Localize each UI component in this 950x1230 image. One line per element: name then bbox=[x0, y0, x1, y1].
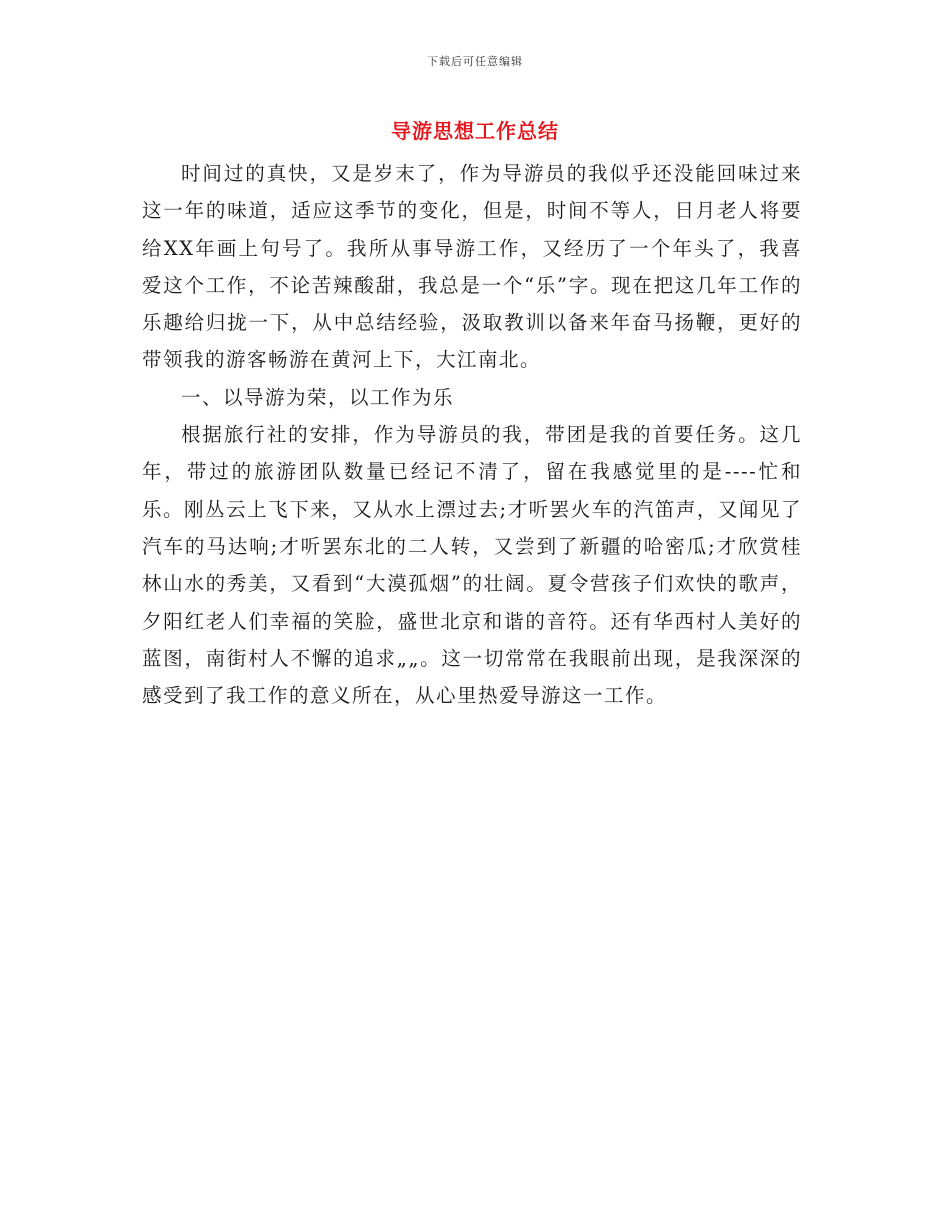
paragraph-intro: 时间过的真快，又是岁末了，作为导游员的我似乎还没能回味过来这一年的味道，适应这季节的变化，但是，时间不等人，日月老人将要给XX年画上句号了。我所从事导游工作，又经历了一个年头了，我喜爱这个工作，不论苦辣酸甜，我总是一个“乐”字。现在把这几年工作的乐趣给归拢一下，从中总结经验，汲取教训以备来年奋马扬鞭，更好的带领我的游客畅游在黄河上下，大江南北。 bbox=[142, 162, 802, 372]
document-title: 导游思想工作总结 bbox=[391, 119, 559, 143]
page-header-note: 下载后可任意编辑 bbox=[427, 55, 523, 68]
document-body bbox=[142, 155, 802, 714]
section-heading: 一、以导游为荣，以工作为乐 bbox=[181, 385, 455, 409]
paragraph-section-one: 根据旅行社的安排，作为导游员的我，带团是我的首要任务。这几年，带过的旅游团队数量已经记不清了，留在我感觉里的是----忙和乐。刚丛云上飞下来，又从水上漂过去;才听罢火车的汽笛声，又闻见了汽车的马达响;才听罢东北的二人转，又尝到了新疆的哈密瓜;才欣赏桂林山水的秀美，又看到“大漠孤烟”的壮阔。夏令营孩子们欢快的歌声，夕阳红老人们幸福的笑脸，盛世北京和谐的音符。还有华西村人美好的蓝图，南街村人不懈的追求„„。这一切常常在我眼前出现，是我深深的感受到了我工作的意义所在，从心里热爱导游这一工作。 bbox=[142, 423, 802, 708]
